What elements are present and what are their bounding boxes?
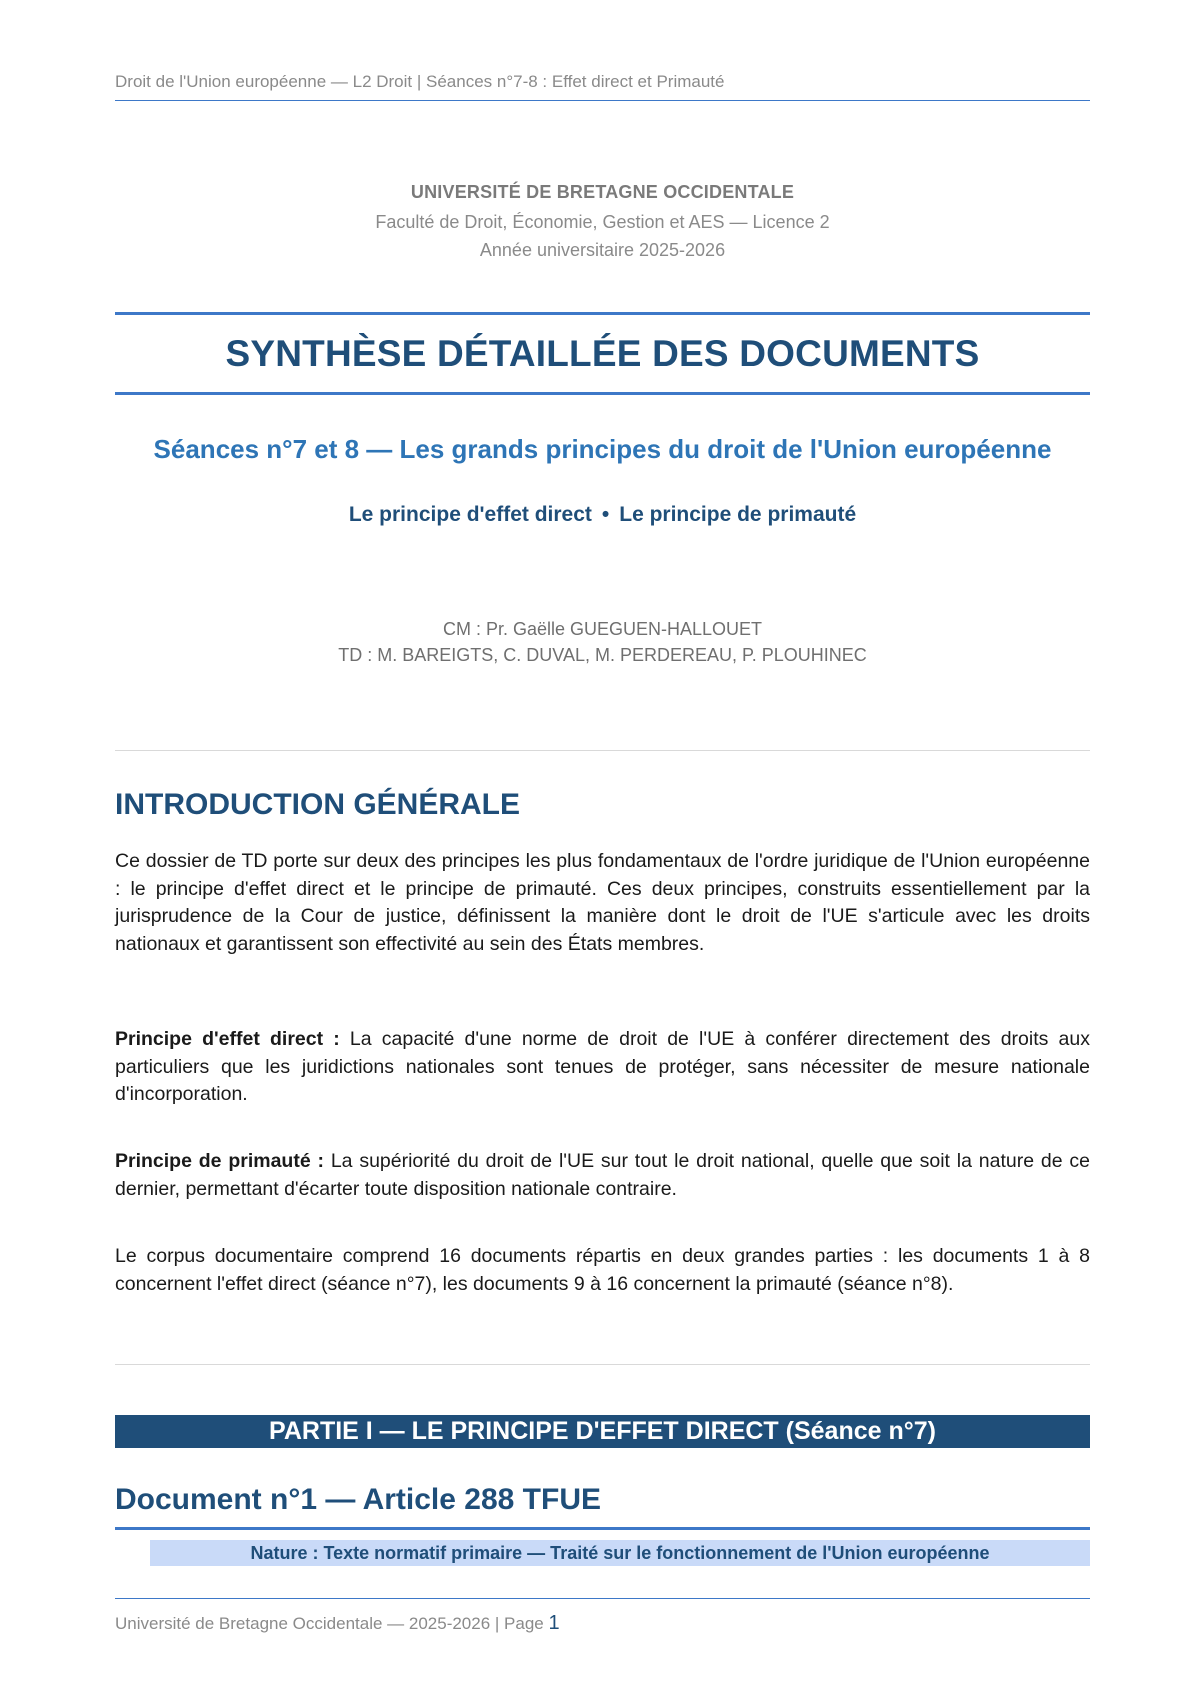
page-footer <box>115 1612 560 1635</box>
document-heading: Document n°1 — Article 288 TFUE <box>115 1483 601 1516</box>
effet-direct-definition <box>115 1026 1090 1109</box>
primaute-definition <box>115 1148 1090 1203</box>
section-divider <box>115 1364 1090 1365</box>
primaute-label: Principe de primauté : <box>115 1150 324 1172</box>
document-nature-box: Nature : Texte normatif primaire — Traité sur le fonctionnement de l'Union européenne <box>150 1540 1090 1566</box>
university-name: UNIVERSITÉ DE BRETAGNE OCCIDENTALE <box>410 182 795 202</box>
page-number: 1 <box>548 1612 560 1634</box>
sessions-title: Séances n°7 et 8 — Les grands principes du droit de l'Union européenne <box>153 434 1052 464</box>
faculty-name: Faculté de Droit, Économie, Gestion et AES — Licence 2 <box>375 212 830 232</box>
primaute-text: La supériorité du droit de l'UE sur tout le droit national, quelle que soit la nature de ce dernier, permettant d'écarter toute disposition nationale contraire. <box>115 1150 1090 1200</box>
bullet-separator: • <box>601 503 610 526</box>
main-title: SYNTHÈSE DÉTAILLÉE DES DOCUMENTS <box>225 333 980 374</box>
academic-year: Année universitaire 2025-2026 <box>479 240 726 260</box>
footer-rule <box>115 1598 1090 1599</box>
effet-direct-label: Principe d'effet direct : <box>115 1028 340 1050</box>
cm-teacher: CM : Pr. Gaëlle GUEGUEN-HALLOUET <box>442 619 763 639</box>
introduction-heading: INTRODUCTION GÉNÉRALE <box>115 788 520 821</box>
principles-line <box>115 503 1090 527</box>
part-one-banner: PARTIE I — LE PRINCIPE D'EFFET DIRECT (Séance n°7) <box>115 1415 1090 1448</box>
title-rule-top <box>115 312 1090 315</box>
document-heading-rule <box>115 1527 1090 1530</box>
footer-text: Université de Bretagne Occidentale — 2025-2026 | Page <box>115 1614 549 1633</box>
running-header: Droit de l'Union européenne — L2 Droit | Séances n°7-8 : Effet direct et Primauté <box>115 72 725 91</box>
effet-direct-text: La capacité d'une norme de droit de l'UE à conférer directement des droits aux particuliers que les juridictions nationales sont tenues de protéger, sans nécessiter de mesure nationale d'incorporation. <box>115 1028 1090 1105</box>
intro-paragraph: Ce dossier de TD porte sur deux des principes les plus fondamentaux de l'ordre juridique de l'Union européenne : le principe d'effet direct et le principe de primauté. Ces deux principes, construits essentiellement par la jurisprudence de la Cour de justice, définissent la manière dont le droit de l'UE s'articule avec les droits nationaux et garantissent son effectivité au sein des États membres. <box>115 850 1090 955</box>
principle-primaute: Le principe de primauté <box>619 503 857 526</box>
principle-effet-direct: Le principe d'effet direct <box>348 503 592 526</box>
corpus-paragraph: Le corpus documentaire comprend 16 documents répartis en deux grandes parties : les documents 1 à 8 concernent l'effet direct (séance n°7), les documents 9 à 16 concernent la primauté (séance n°8). <box>115 1245 1090 1295</box>
title-rule-bottom <box>115 392 1090 395</box>
td-teachers: TD : M. BAREIGTS, C. DUVAL, M. PERDEREAU, P. PLOUHINEC <box>338 645 867 665</box>
section-divider <box>115 750 1090 751</box>
header-rule <box>115 100 1090 101</box>
